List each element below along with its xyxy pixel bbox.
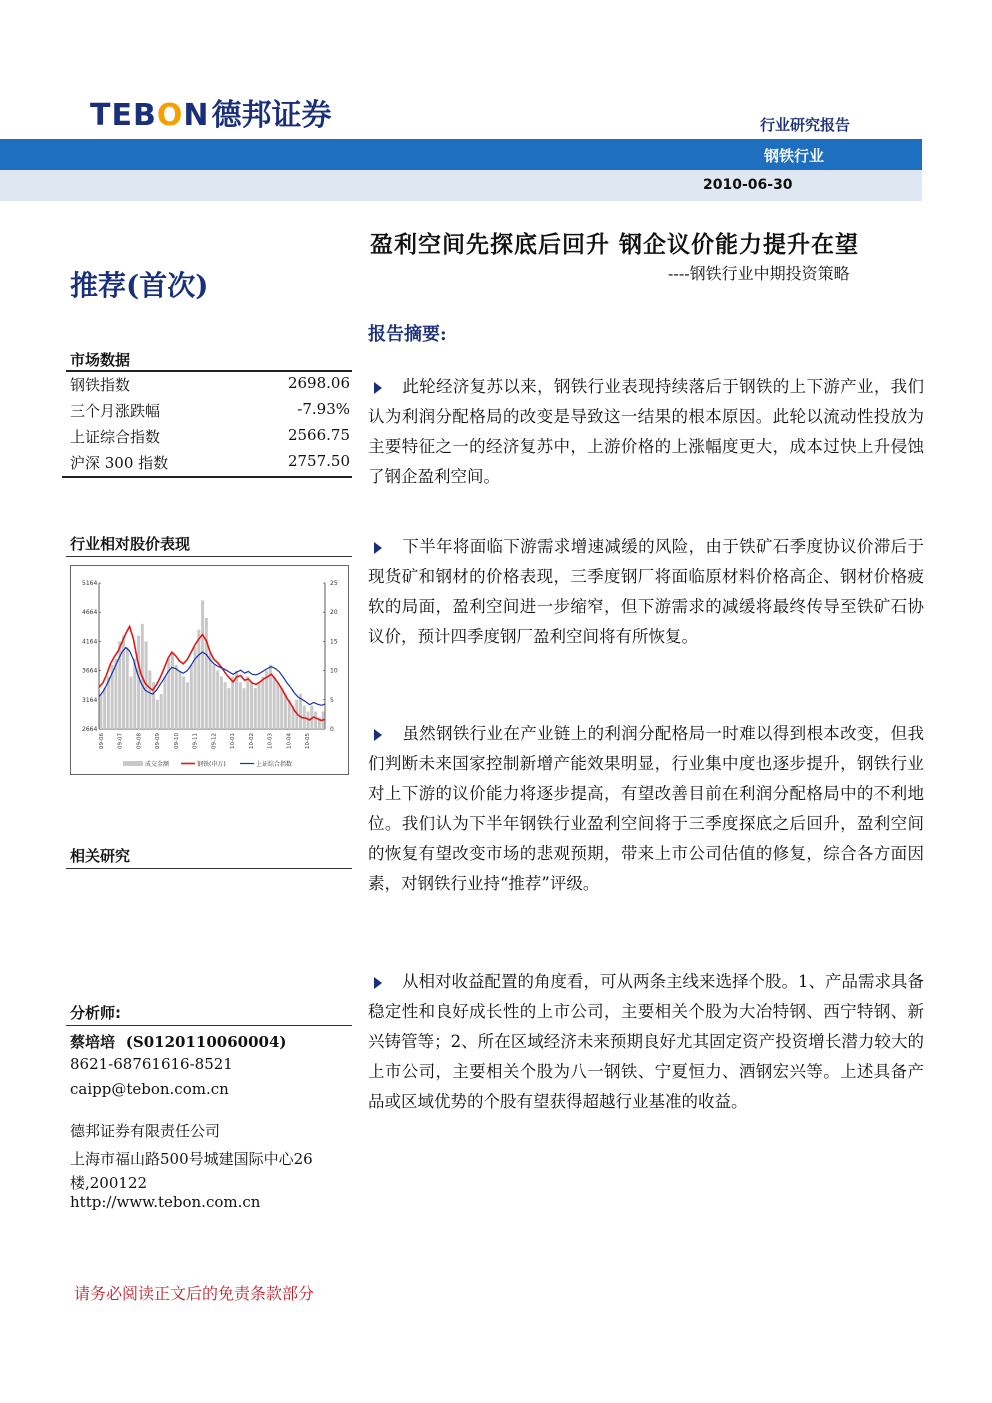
bullet-icon (374, 729, 382, 741)
related-research-heading: 相关研究 (70, 847, 131, 865)
left-tick-label: 3164 (82, 696, 98, 704)
bullet-icon (374, 977, 382, 989)
market-row (70, 452, 350, 478)
bullet-icon (374, 542, 382, 554)
market-label: 上证综合指数 (70, 428, 161, 446)
x-tick-label: 09-07 (117, 733, 124, 749)
summary-paragraph: 从相对收益配置的角度看，可从两条主线来选择个股。1、产品需求具备稳定性和良好成长性的上市公司，主要相关个股为大冶特钢、西宁特钢、新兴铸管等；2、所在区域经济未来预期良好尤其固定资产投资增长潜力较大的上市公司，主要相关个股为八一钢铁、宁夏恒力、酒钢宏兴等。上述具备产品或区域优势的个股有望获得超越行业基准的收益。 (368, 972, 924, 1111)
volume-bar (314, 711, 317, 729)
company-name: 德邦证券有限责任公司 (70, 1122, 221, 1140)
market-row (70, 374, 350, 400)
analyst-name: 蔡培培 (70, 1033, 116, 1051)
volume-bar (171, 653, 174, 729)
volume-bar (163, 676, 166, 729)
volume-bar (197, 630, 200, 729)
analyst-name-line (70, 1031, 287, 1052)
price-performance-chart (70, 565, 349, 775)
market-label: 沪深 300 指数 (70, 454, 169, 472)
volume-bar (239, 682, 242, 729)
volume-bar (261, 676, 264, 729)
market-value: 2566.75 (287, 426, 350, 444)
legend-swatch-volume (123, 761, 143, 766)
market-value: -7.93% (297, 400, 350, 418)
volume-bar (182, 676, 185, 729)
right-tick-label: 0 (330, 726, 334, 733)
rating: 推荐(首次) (70, 269, 209, 302)
volume-bar (227, 688, 230, 729)
summary-paragraph: 虽然钢铁行业在产业链上的利润分配格局一时难以得到根本改变，但我们判断未来国家控制新增产能效果明显，行业集中度也逐步提升，钢铁行业对上下游的议价能力将逐步提高，有望改善目前在利润分配格局中的不利地位。我们认为下半年钢铁行业盈利空间将于三季度探底之后回升，盈利空间的恢复有望改变市场的悲观预期，带来上市公司估值的修复，综合各方面因素，对钢铁行业持“推荐”评级。 (368, 724, 924, 893)
summary-paragraph: 此轮经济复苏以来，钢铁行业表现持续落后于钢铁的上下游产业，我们认为利润分配格局的改变是导致这一结果的根本原因。此轮以流动性投放为主要特征之一的经济复苏中，上游价格的上涨幅度更大，成本过快上升侵蚀了钢企盈利空间。 (368, 377, 924, 486)
x-tick-label: 09-09 (155, 733, 162, 749)
left-tick-label: 3664 (82, 667, 98, 675)
analyst-phone: 8621-68761616-8521 (70, 1055, 233, 1073)
date-band (0, 170, 922, 201)
market-row (70, 426, 350, 452)
right-tick-label: 10 (330, 667, 338, 675)
market-value: 2757.50 (287, 452, 350, 470)
company-address: 上海市福山路500号城建国际中心26楼,200122 (70, 1150, 313, 1192)
volume-bar (284, 694, 287, 729)
x-tick-label: 09-12 (211, 733, 218, 749)
x-tick-label: 09-06 (99, 733, 105, 749)
industry-label: 钢铁行业 (764, 147, 825, 165)
volume-bar (205, 618, 208, 729)
volume-bar (220, 676, 223, 729)
chart-heading: 行业相对股价表现 (70, 535, 191, 553)
volume-bar (250, 682, 253, 729)
report-date: 2010-06-30 (703, 177, 793, 193)
volume-bar (258, 682, 261, 729)
volume-bar (280, 688, 283, 729)
volume-bar (224, 682, 227, 729)
volume-bar (254, 688, 257, 729)
disclaimer-notice: 请务必阅读正文后的免责条款部分 (74, 1284, 315, 1303)
volume-bar (190, 665, 193, 729)
x-tick-label: 10-05 (305, 733, 311, 749)
volume-bar (216, 671, 219, 729)
left-tick-label: 4664 (82, 609, 98, 617)
volume-bar (130, 676, 133, 729)
market-row (70, 400, 350, 426)
volume-bar (246, 676, 249, 729)
volume-bar (243, 688, 246, 729)
volume-bar (126, 647, 129, 729)
bullet-icon (374, 382, 382, 394)
volume-bar (273, 676, 276, 729)
volume-bar (179, 671, 182, 729)
volume-bar (148, 671, 151, 729)
x-tick-label: 10-02 (248, 733, 255, 749)
x-tick-label: 09-10 (173, 733, 180, 749)
legend-label-volume: 成交金额 (145, 761, 170, 768)
summary-heading: 报告摘要: (368, 324, 447, 345)
volume-bar (137, 636, 140, 729)
report-subtitle: ----钢铁行业中期投资策略 (668, 264, 850, 283)
company-website[interactable]: http://www.tebon.com.cn (70, 1193, 261, 1211)
x-tick-label: 10-03 (267, 733, 274, 749)
summary-paragraph: 下半年将面临下游需求增速减缓的风险，由于铁矿石季度协议价滞后于现货矿和钢材的价格表现，三季度钢厂将面临原材料价格高企、钢材价格疲软的局面，盈利空间进一步缩窄，但下游需求的减缓将最终传导至铁矿石协议价，预计四季度钢厂盈利空间将有所恢复。 (368, 537, 924, 646)
market-data-heading: 市场数据 (70, 351, 131, 369)
right-tick-label: 5 (330, 696, 334, 704)
volume-bar (114, 659, 117, 729)
market-label: 三个月涨跌幅 (70, 402, 161, 420)
chart-svg (71, 566, 348, 774)
volume-bar (212, 665, 215, 729)
market-data-top-rule (66, 370, 352, 372)
market-value: 2698.06 (287, 374, 350, 392)
right-tick-label: 20 (330, 609, 338, 617)
related-research-rule (66, 868, 352, 869)
x-tick-label: 10-04 (286, 733, 293, 749)
x-tick-label: 09-08 (136, 733, 143, 749)
steel-index-line (99, 626, 325, 720)
volume-bar (175, 665, 178, 729)
volume-bar (231, 676, 234, 729)
volume-bar (99, 694, 102, 729)
volume-bar (201, 601, 204, 729)
left-tick-label: 4164 (82, 638, 98, 646)
x-tick-label: 09-11 (192, 733, 199, 749)
tebon-logo: TEBON德邦证券 (90, 98, 332, 133)
market-data-bottom-rule (62, 476, 352, 478)
legend-label-shanghai: 上证综合指数 (256, 761, 293, 768)
analyst-heading: 分析师: (70, 1004, 121, 1022)
analyst-license: (S0120110060004) (125, 1033, 287, 1051)
volume-bar (160, 694, 163, 729)
market-label: 钢铁指数 (70, 376, 131, 394)
analyst-email[interactable]: caipp@tebon.com.cn (70, 1080, 229, 1098)
left-tick-label: 5164 (82, 580, 98, 587)
volume-bar (103, 688, 106, 729)
volume-bar (276, 682, 279, 729)
volume-bar (156, 700, 159, 729)
right-tick-label: 15 (330, 638, 338, 646)
volume-bar (209, 653, 212, 729)
legend-label-steel: 钢铁(申万) (197, 761, 226, 768)
right-tick-label: 25 (330, 580, 338, 587)
report-type: 行业研究报告 (760, 116, 851, 134)
x-tick-label: 10-01 (230, 733, 237, 749)
volume-bar (265, 671, 268, 729)
volume-bar (186, 682, 189, 729)
chart-heading-rule (66, 556, 352, 557)
industry-band (0, 139, 922, 170)
report-title: 盈利空间先探底后回升 钢企议价能力提升在望 (370, 231, 860, 258)
analyst-rule (66, 1025, 352, 1026)
left-tick-label: 2664 (82, 726, 98, 733)
